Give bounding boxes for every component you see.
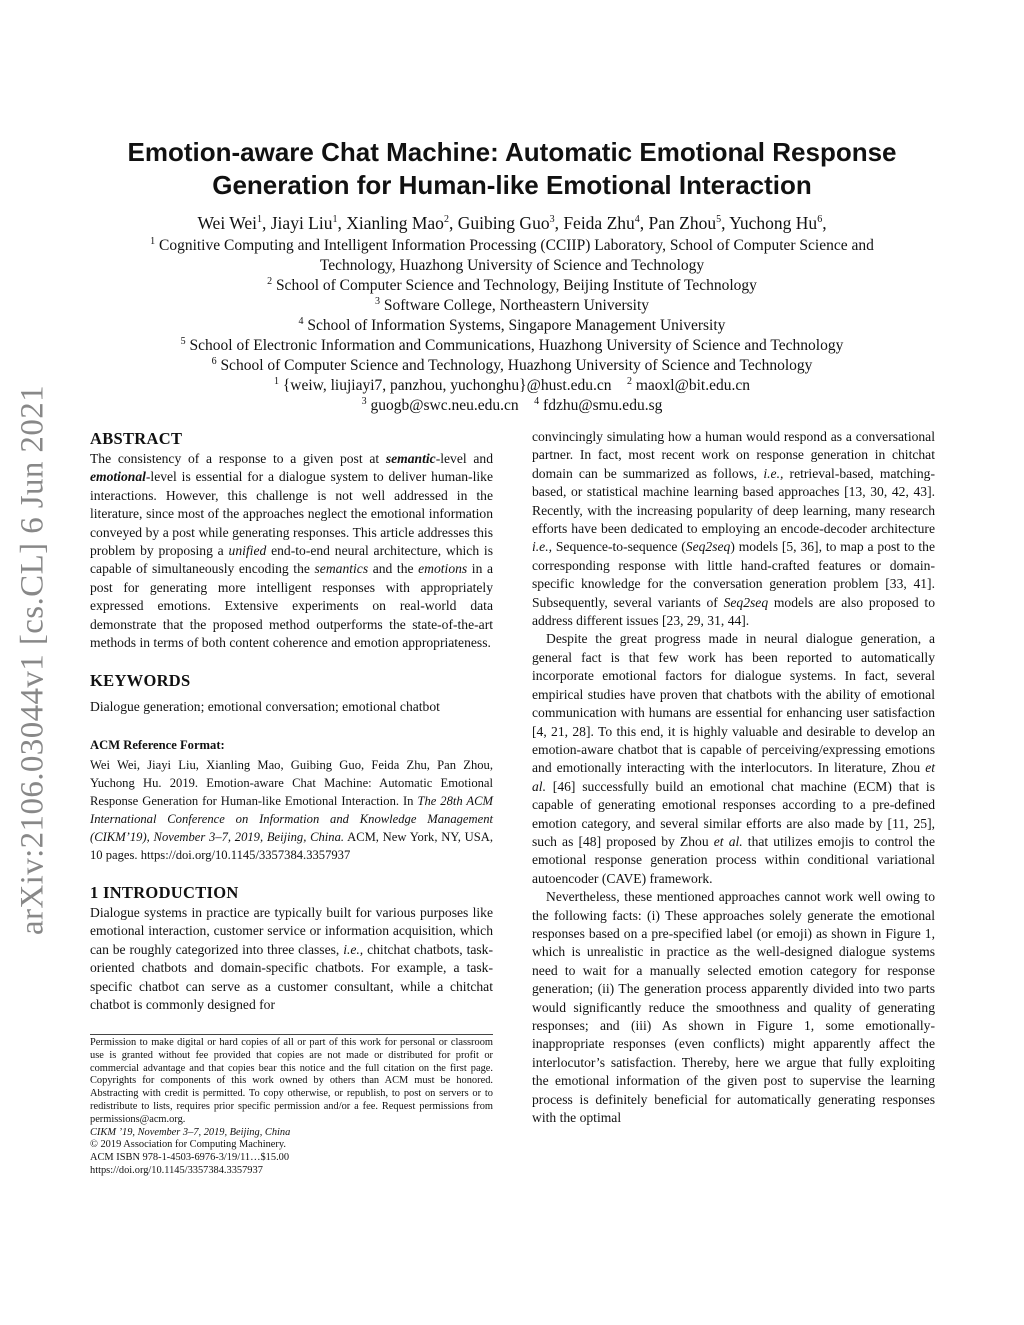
- author-list: Wei Wei$^1$, Jiayi Liu$^1$, Xianling Mao$^2$, Guibing Guo$^3$, Feida Zhu$^4$, Pan Zhou$^5$, Yuchong Hu$^6$,: [197, 213, 827, 233]
- affiliation-4: $^4$ School of Information Systems, Singapore Management University: [298, 315, 726, 334]
- author: Jiayi Liu$^1$: [270, 213, 338, 233]
- paragraph: Despite the great progress made in neural dialogue generation, a general fact is that few work has been reported to automatically incorporate emotional factors for dialogue systems. In fact, several empirical studies have proven that chatbots with the ability of emotional communication with humans are essential for enhancing user satisfaction [4, 21, 28]. To this end, it is highly valuable and desirable to develop an emotion-aware chatbot that is capable of perceiving/expressing emotions and emotionally interacting with the interlocutors. In literature, Zhou et al. [46] successfully build an emotional chat machine (ECM) that is capable of generating emotional responses according to a pre-defined emotion category, and several similar efforts are also made by [11, 25], such as [48] proposed by Zhou et al. that utilizes emojis to control the emotional response generation process within conditional variational autoencoder (CAVE) framework.: [532, 631, 935, 886]
- author: Pan Zhou$^5$: [648, 213, 722, 233]
- author: Guibing Guo$^3$: [457, 213, 555, 233]
- keywords-text: Dialogue generation; emotional conversation; emotional chatbot: [90, 699, 440, 715]
- author: Wei Wei$^1$: [197, 213, 262, 233]
- footnote-separator: [90, 1034, 493, 1035]
- author: Feida Zhu$^4$: [563, 213, 640, 233]
- affiliations: [90, 236, 934, 416]
- intro-body: Dialogue systems in practice are typically built for various purposes like emotional interaction, customer service or information acquisition, which can be roughly categorized into three classes, i.e., chitchat chatbots, task-oriented chatbots and domain-specific chatbots. For example, a task-specific chatbot can serve as a customer consultant, while a chitchat chatbot is commonly designed for: [90, 904, 493, 1012]
- acm-ref-text: Wei Wei, Jiayi Liu, Xianling Mao, Guibing Guo, Feida Zhu, Pan Zhou, Yuchong Hu. 2019. Emotion-aware Chat Machine: Automatic Emotional Response Generation for Human-like Emotional Interaction. In The 28th ACM International Conference on Information and Knowledge Management (CIKM’19), November 3–7, 2019, Beijing, China. ACM, New York, NY, USA, 10 pages. https://doi.org/10.1145/3357384.3357937: [90, 757, 493, 862]
- affiliation-5: $^5$ School of Electronic Information and Communications, Huazhong University of Science and Technology: [180, 335, 844, 354]
- footnote: [90, 1037, 493, 1178]
- right-column: [532, 428, 935, 1127]
- permission-notice: Permission to make digital or hard copies of all or part of this work for personal or classroom use is granted without fee provided that copies are not made or distributed for profit or commercial advantage and that copies bear this notice and the full citation on the first page. Copyrights for components of this work owned by others than ACM must be honored. Abstracting with credit is permitted. To copy otherwise, or republish, to post on servers or to redistribute to lists, requires prior specific permission and/or a fee. Request permissions from permissions@acm.org.: [90, 1037, 493, 1125]
- isbn-line: ACM ISBN 978-1-4503-6976-3/19/11…$15.00: [90, 1152, 290, 1164]
- affiliation-6: $^6$ School of Computer Science and Technology, Huazhong University of Science and Technology: [211, 355, 813, 374]
- copyright-line: © 2019 Association for Computing Machinery.: [90, 1139, 286, 1151]
- abstract-body: The consistency of a response to a given post at semantic-level and emotional-level is essential for a dialogue system to deliver human-like interactions. However, this challenge is not well addressed in the literature, since most of the approaches neglect the emotional information conveyed by a post while generating responses. This article addresses this problem by proposing a unified end-to-end neural architecture, which is capable of simultaneously encoding the semantics and the emotions in a post for generating more intelligent responses with appropriately expressed emotions. Extensive experiments on real-world data demonstrate that the proposed method outperforms the state-of-the-art methods in terms of both content coherence and emotion appropriateness.: [90, 451, 493, 651]
- author: Yuchong Hu$^6$: [729, 213, 823, 233]
- conference-line: CIKM ’19, November 3–7, 2019, Beijing, China: [90, 1126, 291, 1138]
- paper-title: [90, 136, 934, 202]
- abstract-heading: ABSTRACT: [90, 429, 183, 448]
- emails-line-2: $^3$ guogb@swc.neu.edu.cn $^4$ fdzhu@smu.edu.sg: [361, 395, 663, 414]
- arxiv-stamp-text: arXiv:2106.03044v1 [cs.CL] 6 Jun 2021: [14, 384, 51, 936]
- paragraph: Nevertheless, these mentioned approaches cannot work well owing to the following facts: (i) These approaches solely generate the emotional responses based on a pre-specified label (or emoji) as shown in Figure 1, which is unrealistic in practice as the well-designed dialogue systems need to wait for a manually selected emotion category for response generation; (ii) The generation process apparently divided into two parts would significantly reduce the smoothness and quality of generating responses; and (iii) As shown in Figure 1, some emotionally-inappropriate responses (even conflicts) might apparently affect the interlocutor’s satisfaction. Thereby, here we argue that fully exploiting the emotional information of the given post to supervise the learning process is definitely beneficial for automatically generating responses with the optimal: [532, 889, 935, 1126]
- title-line-2: Generation for Human-like Emotional Interaction: [212, 170, 812, 200]
- affiliation-2: $^2$ School of Computer Science and Technology, Beijing Institute of Technology: [267, 275, 757, 294]
- author: Xianling Mao$^2$: [346, 213, 449, 233]
- acm-ref-heading: ACM Reference Format:: [90, 737, 225, 752]
- paragraph: convincingly simulating how a human would respond as a conversational partner. In fact, most recent work on response generation in chitchat domain can be summarized as follows, i.e., retrieval-based, matching-based, or statistical machine learning based approaches [13, 30, 42, 43]. Recently, with the increasing popularity of deep learning, many research efforts have been dedicated to employing an encode-decoder architecture i.e., Sequence-to-sequence (Seq2seq) models [5, 36], to map a post to the corresponding response with little hand-crafted features or domain-specific knowledge for the conversation generation problem [33, 41]. Subsequently, several variants of Seq2seq models are also proposed to address different issues [23, 29, 31, 44].: [532, 429, 935, 629]
- affiliation-1-cont: Technology, Huazhong University of Science and Technology: [319, 257, 705, 274]
- doi-line: https://doi.org/10.1145/3357384.3357937: [90, 1164, 263, 1176]
- title-line-1: Emotion-aware Chat Machine: Automatic Emotional Response: [127, 137, 897, 167]
- intro-heading: 1 INTRODUCTION: [90, 882, 239, 902]
- affiliation-3: $^3$ Software College, Northeastern University: [374, 295, 650, 314]
- affiliation-1: $^1$ Cognitive Computing and Intelligent Information Processing (CCIIP) Laboratory, School of Computer Science and: [150, 235, 874, 254]
- emails-line-1: $^1$ {weiw, liujiayi7, panzhou, yuchonghu}@hust.edu.cn $^2$ maoxl@bit.edu.cn: [273, 375, 750, 394]
- left-column: [90, 428, 493, 1014]
- keywords-heading: KEYWORDS: [90, 671, 191, 691]
